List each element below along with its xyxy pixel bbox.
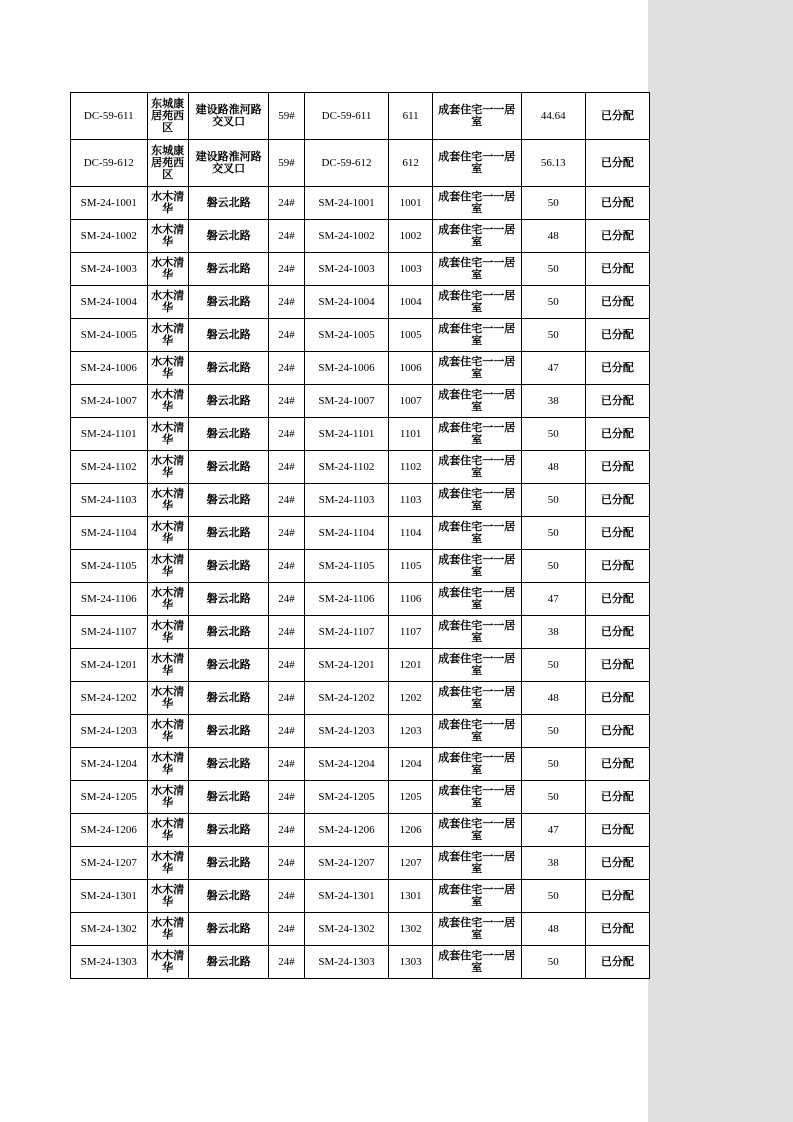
cell-house-code: SM-24-1206	[304, 814, 389, 847]
cell-house-type: 成套住宅一一居室	[432, 385, 521, 418]
cell-area: 38	[521, 616, 585, 649]
cell-house-number: SM-24-1303	[71, 946, 148, 979]
cell-area: 47	[521, 352, 585, 385]
table-row	[71, 517, 650, 550]
cell-house-number: SM-24-1106	[71, 583, 148, 616]
cell-house-type: 成套住宅一一居室	[432, 847, 521, 880]
cell-house-code: SM-24-1104	[304, 517, 389, 550]
cell-house-number: SM-24-1104	[71, 517, 148, 550]
cell-house-type: 成套住宅一一居室	[432, 781, 521, 814]
cell-house-number: SM-24-1203	[71, 715, 148, 748]
cell-area: 47	[521, 814, 585, 847]
cell-building-no: 24#	[269, 286, 304, 319]
cell-house-code: SM-24-1102	[304, 451, 389, 484]
cell-house-code: SM-24-1007	[304, 385, 389, 418]
cell-room-no: 1302	[389, 913, 432, 946]
table-row	[71, 880, 650, 913]
table-row	[71, 649, 650, 682]
cell-house-number: SM-24-1105	[71, 550, 148, 583]
cell-room-no: 1203	[389, 715, 432, 748]
cell-house-type: 成套住宅一一居室	[432, 715, 521, 748]
cell-building-no: 24#	[269, 814, 304, 847]
cell-house-type: 成套住宅一一居室	[432, 748, 521, 781]
cell-address: 磐云北路	[188, 517, 269, 550]
cell-house-number: SM-24-1102	[71, 451, 148, 484]
cell-house-code: SM-24-1204	[304, 748, 389, 781]
cell-house-type: 成套住宅一一居室	[432, 550, 521, 583]
cell-area: 48	[521, 682, 585, 715]
cell-area: 48	[521, 220, 585, 253]
table-row	[71, 550, 650, 583]
table-row	[71, 748, 650, 781]
cell-estate-name: 水木清华	[147, 682, 188, 715]
cell-estate-name: 水木清华	[147, 352, 188, 385]
cell-estate-name: 水木清华	[147, 451, 188, 484]
cell-estate-name: 东城康居苑西区	[147, 140, 188, 187]
cell-house-number: SM-24-1107	[71, 616, 148, 649]
cell-house-code: SM-24-1303	[304, 946, 389, 979]
cell-status: 已分配	[585, 451, 649, 484]
table-row	[71, 583, 650, 616]
cell-house-code: SM-24-1205	[304, 781, 389, 814]
cell-address: 磐云北路	[188, 583, 269, 616]
cell-address: 磐云北路	[188, 748, 269, 781]
cell-status: 已分配	[585, 583, 649, 616]
cell-house-number: SM-24-1301	[71, 880, 148, 913]
table-row	[71, 385, 650, 418]
cell-house-type: 成套住宅一一居室	[432, 616, 521, 649]
cell-area: 44.64	[521, 93, 585, 140]
cell-building-no: 24#	[269, 616, 304, 649]
cell-status: 已分配	[585, 847, 649, 880]
cell-room-no: 611	[389, 93, 432, 140]
cell-house-code: SM-24-1301	[304, 880, 389, 913]
cell-house-number: SM-24-1002	[71, 220, 148, 253]
cell-status: 已分配	[585, 253, 649, 286]
cell-house-type: 成套住宅一一居室	[432, 187, 521, 220]
cell-house-code: SM-24-1302	[304, 913, 389, 946]
cell-area: 50	[521, 748, 585, 781]
cell-address: 磐云北路	[188, 352, 269, 385]
cell-area: 50	[521, 946, 585, 979]
cell-address: 磐云北路	[188, 616, 269, 649]
cell-house-number: SM-24-1003	[71, 253, 148, 286]
cell-house-code: SM-24-1003	[304, 253, 389, 286]
cell-house-type: 成套住宅一一居室	[432, 583, 521, 616]
cell-building-no: 24#	[269, 319, 304, 352]
cell-estate-name: 水木清华	[147, 187, 188, 220]
cell-room-no: 1206	[389, 814, 432, 847]
table-row	[71, 93, 650, 140]
cell-house-code: SM-24-1006	[304, 352, 389, 385]
housing-allocation-table	[70, 92, 650, 979]
cell-room-no: 1207	[389, 847, 432, 880]
cell-house-code: SM-24-1107	[304, 616, 389, 649]
cell-address: 建设路淮河路交叉口	[188, 140, 269, 187]
cell-area: 50	[521, 517, 585, 550]
cell-house-type: 成套住宅一一居室	[432, 319, 521, 352]
cell-house-code: SM-24-1004	[304, 286, 389, 319]
cell-building-no: 24#	[269, 187, 304, 220]
cell-building-no: 24#	[269, 847, 304, 880]
cell-room-no: 1001	[389, 187, 432, 220]
cell-house-type: 成套住宅一一居室	[432, 286, 521, 319]
cell-room-no: 1006	[389, 352, 432, 385]
cell-status: 已分配	[585, 781, 649, 814]
cell-estate-name: 水木清华	[147, 946, 188, 979]
cell-area: 50	[521, 187, 585, 220]
cell-status: 已分配	[585, 319, 649, 352]
cell-house-number: SM-24-1302	[71, 913, 148, 946]
cell-building-no: 24#	[269, 682, 304, 715]
cell-house-code: SM-24-1002	[304, 220, 389, 253]
cell-address: 磐云北路	[188, 715, 269, 748]
cell-building-no: 24#	[269, 385, 304, 418]
cell-area: 50	[521, 319, 585, 352]
cell-house-number: SM-24-1201	[71, 649, 148, 682]
cell-area: 48	[521, 451, 585, 484]
page-edge-band	[648, 0, 793, 1122]
cell-room-no: 1201	[389, 649, 432, 682]
cell-room-no: 1105	[389, 550, 432, 583]
cell-address: 磐云北路	[188, 913, 269, 946]
cell-house-type: 成套住宅一一居室	[432, 649, 521, 682]
cell-house-type: 成套住宅一一居室	[432, 140, 521, 187]
cell-estate-name: 水木清华	[147, 484, 188, 517]
cell-estate-name: 水木清华	[147, 616, 188, 649]
cell-house-code: DC-59-612	[304, 140, 389, 187]
cell-house-number: SM-24-1007	[71, 385, 148, 418]
cell-area: 50	[521, 550, 585, 583]
cell-status: 已分配	[585, 814, 649, 847]
cell-status: 已分配	[585, 649, 649, 682]
cell-status: 已分配	[585, 682, 649, 715]
cell-estate-name: 水木清华	[147, 319, 188, 352]
table-body	[71, 93, 650, 979]
cell-building-no: 24#	[269, 220, 304, 253]
cell-status: 已分配	[585, 187, 649, 220]
cell-house-number: DC-59-611	[71, 93, 148, 140]
cell-estate-name: 水木清华	[147, 550, 188, 583]
cell-house-code: DC-59-611	[304, 93, 389, 140]
cell-estate-name: 水木清华	[147, 649, 188, 682]
cell-address: 磐云北路	[188, 847, 269, 880]
cell-status: 已分配	[585, 616, 649, 649]
cell-house-number: SM-24-1205	[71, 781, 148, 814]
cell-room-no: 1002	[389, 220, 432, 253]
table-row	[71, 847, 650, 880]
cell-address: 磐云北路	[188, 286, 269, 319]
cell-house-type: 成套住宅一一居室	[432, 946, 521, 979]
cell-building-no: 24#	[269, 781, 304, 814]
cell-address: 磐云北路	[188, 187, 269, 220]
cell-house-number: SM-24-1207	[71, 847, 148, 880]
housing-allocation-table-container	[70, 92, 650, 979]
cell-status: 已分配	[585, 880, 649, 913]
table-row	[71, 187, 650, 220]
cell-status: 已分配	[585, 93, 649, 140]
cell-building-no: 24#	[269, 715, 304, 748]
cell-area: 50	[521, 715, 585, 748]
cell-address: 建设路淮河路交叉口	[188, 93, 269, 140]
table-row	[71, 418, 650, 451]
table-row	[71, 913, 650, 946]
cell-house-code: SM-24-1001	[304, 187, 389, 220]
cell-estate-name: 水木清华	[147, 418, 188, 451]
table-row	[71, 946, 650, 979]
cell-area: 50	[521, 880, 585, 913]
cell-estate-name: 东城康居苑西区	[147, 93, 188, 140]
cell-status: 已分配	[585, 220, 649, 253]
cell-house-type: 成套住宅一一居室	[432, 517, 521, 550]
cell-address: 磐云北路	[188, 814, 269, 847]
cell-address: 磐云北路	[188, 418, 269, 451]
table-row	[71, 715, 650, 748]
cell-house-type: 成套住宅一一居室	[432, 418, 521, 451]
cell-address: 磐云北路	[188, 649, 269, 682]
cell-room-no: 1102	[389, 451, 432, 484]
cell-area: 48	[521, 913, 585, 946]
cell-room-no: 1007	[389, 385, 432, 418]
cell-status: 已分配	[585, 715, 649, 748]
table-row	[71, 286, 650, 319]
cell-house-type: 成套住宅一一居室	[432, 451, 521, 484]
cell-room-no: 1301	[389, 880, 432, 913]
cell-area: 38	[521, 847, 585, 880]
cell-room-no: 1101	[389, 418, 432, 451]
cell-room-no: 1104	[389, 517, 432, 550]
cell-room-no: 1204	[389, 748, 432, 781]
cell-house-number: SM-24-1202	[71, 682, 148, 715]
cell-estate-name: 水木清华	[147, 781, 188, 814]
cell-status: 已分配	[585, 352, 649, 385]
cell-house-number: SM-24-1006	[71, 352, 148, 385]
cell-address: 磐云北路	[188, 682, 269, 715]
cell-house-number: SM-24-1206	[71, 814, 148, 847]
cell-building-no: 24#	[269, 253, 304, 286]
table-row	[71, 451, 650, 484]
cell-house-type: 成套住宅一一居室	[432, 253, 521, 286]
cell-house-number: SM-24-1103	[71, 484, 148, 517]
cell-status: 已分配	[585, 286, 649, 319]
cell-house-type: 成套住宅一一居室	[432, 913, 521, 946]
cell-house-type: 成套住宅一一居室	[432, 93, 521, 140]
cell-address: 磐云北路	[188, 880, 269, 913]
cell-building-no: 24#	[269, 550, 304, 583]
cell-house-number: DC-59-612	[71, 140, 148, 187]
cell-status: 已分配	[585, 418, 649, 451]
table-row	[71, 616, 650, 649]
cell-address: 磐云北路	[188, 253, 269, 286]
table-row	[71, 814, 650, 847]
cell-house-code: SM-24-1101	[304, 418, 389, 451]
cell-status: 已分配	[585, 913, 649, 946]
cell-room-no: 1003	[389, 253, 432, 286]
cell-building-no: 24#	[269, 913, 304, 946]
cell-area: 50	[521, 484, 585, 517]
cell-area: 50	[521, 253, 585, 286]
cell-room-no: 1303	[389, 946, 432, 979]
cell-house-number: SM-24-1204	[71, 748, 148, 781]
cell-estate-name: 水木清华	[147, 880, 188, 913]
table-row	[71, 682, 650, 715]
cell-building-no: 59#	[269, 93, 304, 140]
table-row	[71, 220, 650, 253]
cell-area: 56.13	[521, 140, 585, 187]
cell-house-code: SM-24-1005	[304, 319, 389, 352]
cell-house-code: SM-24-1106	[304, 583, 389, 616]
cell-building-no: 24#	[269, 451, 304, 484]
cell-status: 已分配	[585, 484, 649, 517]
cell-estate-name: 水木清华	[147, 814, 188, 847]
cell-address: 磐云北路	[188, 550, 269, 583]
cell-address: 磐云北路	[188, 781, 269, 814]
cell-status: 已分配	[585, 550, 649, 583]
cell-house-code: SM-24-1105	[304, 550, 389, 583]
cell-status: 已分配	[585, 748, 649, 781]
cell-building-no: 24#	[269, 946, 304, 979]
cell-room-no: 1205	[389, 781, 432, 814]
cell-house-type: 成套住宅一一居室	[432, 352, 521, 385]
table-row	[71, 781, 650, 814]
cell-status: 已分配	[585, 140, 649, 187]
cell-estate-name: 水木清华	[147, 715, 188, 748]
cell-room-no: 1202	[389, 682, 432, 715]
cell-estate-name: 水木清华	[147, 385, 188, 418]
cell-building-no: 24#	[269, 484, 304, 517]
cell-estate-name: 水木清华	[147, 847, 188, 880]
cell-estate-name: 水木清华	[147, 253, 188, 286]
cell-status: 已分配	[585, 517, 649, 550]
cell-room-no: 612	[389, 140, 432, 187]
cell-house-number: SM-24-1005	[71, 319, 148, 352]
cell-house-code: SM-24-1201	[304, 649, 389, 682]
cell-house-type: 成套住宅一一居室	[432, 880, 521, 913]
table-row	[71, 319, 650, 352]
cell-estate-name: 水木清华	[147, 220, 188, 253]
cell-house-number: SM-24-1001	[71, 187, 148, 220]
cell-house-type: 成套住宅一一居室	[432, 682, 521, 715]
table-row	[71, 484, 650, 517]
cell-building-no: 24#	[269, 649, 304, 682]
cell-area: 38	[521, 385, 585, 418]
cell-building-no: 24#	[269, 352, 304, 385]
cell-house-type: 成套住宅一一居室	[432, 814, 521, 847]
cell-address: 磐云北路	[188, 220, 269, 253]
cell-address: 磐云北路	[188, 319, 269, 352]
cell-room-no: 1004	[389, 286, 432, 319]
cell-house-type: 成套住宅一一居室	[432, 220, 521, 253]
cell-area: 50	[521, 286, 585, 319]
cell-estate-name: 水木清华	[147, 286, 188, 319]
cell-building-no: 24#	[269, 583, 304, 616]
cell-area: 47	[521, 583, 585, 616]
table-row	[71, 352, 650, 385]
cell-house-number: SM-24-1101	[71, 418, 148, 451]
cell-house-number: SM-24-1004	[71, 286, 148, 319]
table-row	[71, 253, 650, 286]
cell-building-no: 24#	[269, 880, 304, 913]
cell-building-no: 24#	[269, 517, 304, 550]
cell-room-no: 1106	[389, 583, 432, 616]
cell-room-no: 1107	[389, 616, 432, 649]
cell-estate-name: 水木清华	[147, 517, 188, 550]
cell-area: 50	[521, 649, 585, 682]
cell-address: 磐云北路	[188, 385, 269, 418]
cell-area: 50	[521, 418, 585, 451]
cell-status: 已分配	[585, 946, 649, 979]
cell-house-code: SM-24-1203	[304, 715, 389, 748]
cell-room-no: 1005	[389, 319, 432, 352]
cell-address: 磐云北路	[188, 484, 269, 517]
cell-area: 50	[521, 781, 585, 814]
cell-address: 磐云北路	[188, 946, 269, 979]
cell-room-no: 1103	[389, 484, 432, 517]
cell-building-no: 24#	[269, 748, 304, 781]
cell-status: 已分配	[585, 385, 649, 418]
cell-estate-name: 水木清华	[147, 583, 188, 616]
cell-estate-name: 水木清华	[147, 748, 188, 781]
cell-house-type: 成套住宅一一居室	[432, 484, 521, 517]
cell-address: 磐云北路	[188, 451, 269, 484]
cell-house-code: SM-24-1202	[304, 682, 389, 715]
table-row	[71, 140, 650, 187]
cell-house-code: SM-24-1103	[304, 484, 389, 517]
cell-building-no: 59#	[269, 140, 304, 187]
cell-building-no: 24#	[269, 418, 304, 451]
cell-estate-name: 水木清华	[147, 913, 188, 946]
cell-house-code: SM-24-1207	[304, 847, 389, 880]
